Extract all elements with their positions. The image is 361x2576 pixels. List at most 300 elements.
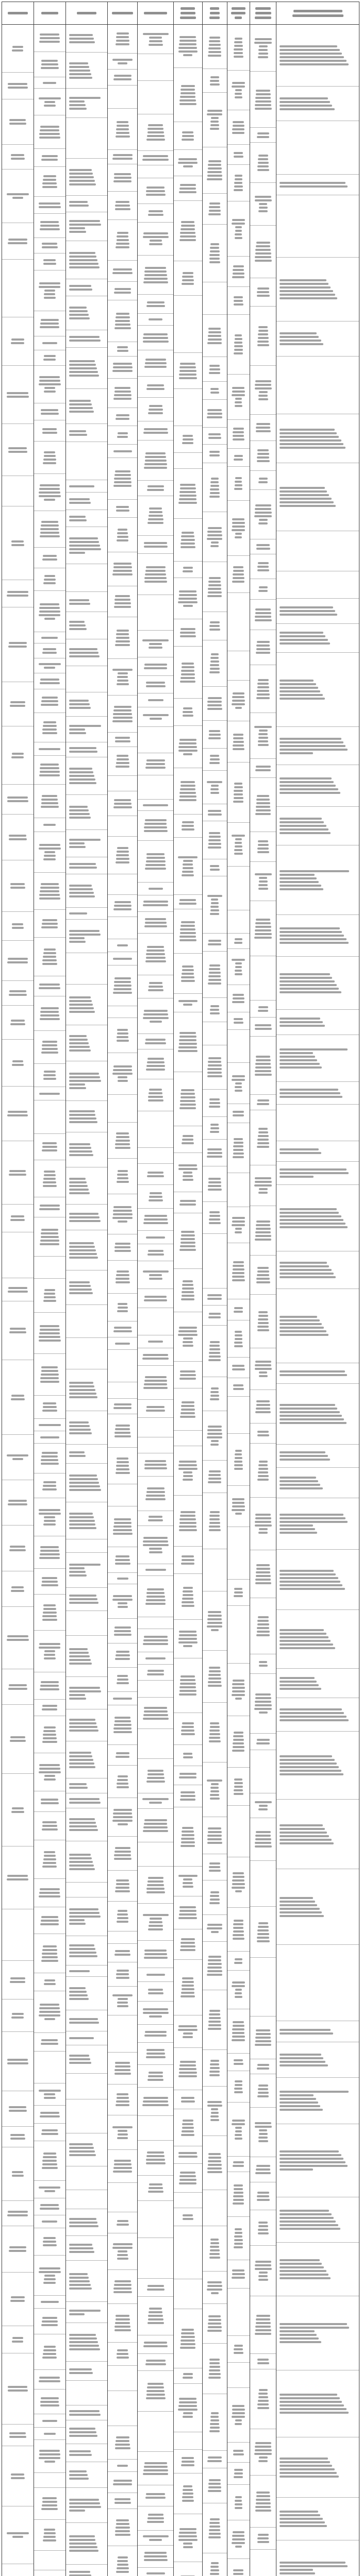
placeholder-bar (69, 1818, 95, 1820)
placeholder-bar (181, 1992, 194, 1994)
placeholder-bar (145, 1498, 166, 1500)
placeholder-bar (280, 1908, 320, 1910)
placeholder-bar (180, 1799, 195, 1801)
placeholder-bar (208, 160, 221, 162)
table-cell (174, 1867, 202, 1896)
placeholder-bar (209, 1667, 220, 1669)
placeholder-bar (178, 2535, 197, 2537)
placeholder-bar (148, 1928, 163, 1930)
table-cell (66, 1101, 108, 1132)
placeholder-bar (235, 1698, 242, 1700)
placeholder-bar (181, 2097, 194, 2099)
placeholder-bar (113, 485, 132, 487)
placeholder-bar (146, 2397, 166, 2399)
table-cell (2, 317, 34, 366)
placeholder-bar (183, 753, 192, 755)
placeholder-bar (280, 2158, 343, 2160)
placeholder-bar (117, 2258, 128, 2260)
table-cell (34, 2083, 65, 2106)
placeholder-bar (8, 958, 28, 960)
placeholder-bar (258, 1311, 268, 1313)
placeholder-bar (116, 1654, 130, 1656)
placeholder-bar (255, 1517, 271, 1519)
placeholder-bar (255, 929, 271, 931)
placeholder-bar (41, 2508, 58, 2510)
placeholder-bar (257, 291, 269, 293)
placeholder-bar (178, 1917, 197, 1919)
placeholder-bar (280, 443, 343, 445)
placeholder-bar (208, 2164, 222, 2166)
placeholder-bar (280, 2274, 329, 2276)
placeholder-bar (233, 273, 244, 275)
placeholder-bar (182, 1291, 194, 1293)
table-cell (108, 408, 137, 426)
placeholder-bar (258, 1315, 268, 1317)
placeholder-bar (117, 1679, 128, 1681)
table-cell (34, 1631, 65, 1672)
placeholder-bar (209, 1870, 221, 1872)
placeholder-bar (233, 435, 244, 437)
placeholder-bar (183, 1004, 192, 1006)
placeholder-bar (69, 2284, 91, 2286)
placeholder-bar (114, 1327, 132, 1329)
placeholder-bar (44, 2018, 55, 2020)
placeholder-bar (234, 1732, 243, 1734)
table-cell (276, 1384, 359, 1445)
placeholder-bar (143, 1914, 169, 1916)
placeholder-bar (181, 2332, 194, 2334)
placeholder-bar (208, 1674, 221, 1676)
placeholder-bar (255, 2449, 272, 2451)
placeholder-bar (146, 1596, 165, 1598)
placeholder-bar (208, 1064, 222, 1066)
placeholder-bar (181, 1938, 195, 1940)
placeholder-bar (42, 963, 57, 965)
placeholder-bar (255, 7, 271, 10)
placeholder-bar (209, 1529, 221, 1531)
placeholder-bar (257, 2537, 269, 2539)
table-cell (34, 1595, 65, 1631)
placeholder-bar (210, 2427, 220, 2429)
placeholder-bar (39, 1093, 60, 1095)
table-cell (2, 1006, 34, 1040)
placeholder-bar (181, 1838, 194, 1840)
placeholder-bar (113, 1529, 132, 1531)
placeholder-bar (255, 512, 272, 514)
placeholder-bar (209, 1733, 220, 1735)
placeholder-bar (208, 843, 221, 845)
table-cell (108, 733, 137, 747)
placeholder-bar (69, 1421, 89, 1423)
table-cell (108, 518, 137, 552)
table-cell (108, 1584, 137, 1619)
table-cell (250, 1598, 276, 1654)
placeholder-bar (235, 2228, 242, 2230)
table-cell (138, 2485, 173, 2506)
placeholder-bar (69, 1249, 96, 1251)
placeholder-bar (209, 832, 220, 834)
placeholder-bar (147, 1175, 164, 1177)
placeholder-bar (179, 1776, 196, 1778)
placeholder-bar (180, 1412, 195, 1414)
placeholder-bar (8, 87, 28, 89)
placeholder-bar (118, 1910, 127, 1912)
placeholder-bar (210, 2518, 220, 2520)
placeholder-bar (280, 1521, 348, 1523)
placeholder-bar (116, 2315, 129, 2317)
placeholder-bar (113, 2167, 132, 2169)
placeholder-bar (232, 581, 244, 583)
placeholder-bar (7, 595, 28, 597)
placeholder-bar (114, 288, 131, 290)
placeholder-bar (69, 1076, 100, 1078)
placeholder-bar (255, 1701, 271, 1703)
placeholder-bar (183, 1756, 193, 1758)
placeholder-bar (114, 1717, 130, 1719)
placeholder-bar (280, 2341, 321, 2343)
placeholder-bar (179, 2068, 196, 2070)
table-cell (276, 258, 359, 321)
placeholder-bar (112, 2247, 133, 2249)
placeholder-bar (12, 923, 23, 925)
placeholder-bar (210, 1891, 219, 1893)
placeholder-bar (69, 231, 86, 233)
placeholder-bar (149, 405, 162, 407)
placeholder-bar (146, 2155, 165, 2157)
placeholder-bar (280, 1636, 329, 1638)
placeholder-bar (179, 491, 196, 493)
placeholder-bar (69, 747, 96, 749)
placeholder-bar (69, 317, 90, 319)
placeholder-bar (69, 1783, 87, 1785)
table-cell (276, 2042, 359, 2078)
placeholder-bar (180, 932, 196, 934)
placeholder-bar (146, 857, 165, 859)
placeholder-bar (208, 588, 221, 590)
table-cell (203, 1090, 227, 1117)
placeholder-bar (8, 1287, 27, 1289)
placeholder-bar (149, 210, 163, 212)
placeholder-bar (210, 2416, 219, 2418)
placeholder-bar (69, 1451, 85, 1453)
table-cell (138, 1759, 173, 1793)
placeholder-bar (69, 552, 85, 554)
placeholder-bar (69, 1923, 86, 1925)
table-cell (250, 307, 276, 366)
placeholder-bar (180, 677, 195, 679)
placeholder-bar (147, 2322, 164, 2324)
placeholder-bar (9, 642, 27, 644)
table-cell (108, 696, 137, 733)
placeholder-bar (234, 1793, 243, 1795)
placeholder-bar (280, 1148, 319, 1150)
placeholder-bar (233, 1268, 244, 1270)
placeholder-bar (232, 391, 245, 393)
placeholder-bar (117, 2567, 129, 2569)
placeholder-bar (143, 804, 168, 806)
table-cell (174, 1496, 202, 1547)
table-cell (138, 114, 173, 151)
placeholder-bar (10, 2300, 25, 2302)
placeholder-bar (69, 516, 86, 518)
placeholder-bar (69, 1289, 92, 1291)
placeholder-bar (44, 2093, 55, 2095)
placeholder-bar (280, 332, 317, 334)
placeholder-bar (39, 133, 60, 135)
placeholder-bar (11, 756, 24, 758)
placeholder-bar (280, 286, 331, 289)
placeholder-bar (44, 297, 56, 299)
placeholder-bar (147, 2521, 164, 2523)
placeholder-bar (257, 2192, 269, 2194)
placeholder-bar (255, 16, 271, 19)
table-cell (108, 1745, 137, 1766)
table-cell (227, 375, 250, 420)
placeholder-bar (233, 2021, 244, 2023)
placeholder-bar (255, 1801, 272, 1803)
placeholder-bar (178, 1050, 198, 1052)
placeholder-bar (117, 2005, 128, 2007)
placeholder-bar (258, 1475, 269, 1477)
data-table (2, 2, 359, 2576)
table-cell (2, 815, 34, 860)
placeholder-bar (43, 1604, 56, 1606)
placeholder-bar (39, 2014, 60, 2016)
placeholder-bar (39, 2090, 61, 2092)
placeholder-bar (232, 2416, 245, 2418)
placeholder-bar (179, 903, 196, 905)
placeholder-bar (44, 1520, 56, 1522)
placeholder-bar (146, 957, 166, 959)
placeholder-bar (255, 1579, 271, 1581)
placeholder-bar (178, 598, 197, 600)
placeholder-bar (208, 584, 221, 586)
placeholder-bar (42, 1581, 58, 1583)
placeholder-bar (233, 2202, 244, 2205)
header-cell (66, 2, 108, 25)
placeholder-bar (280, 1370, 345, 1372)
placeholder-bar (69, 1567, 85, 1569)
placeholder-bar (258, 590, 268, 592)
placeholder-bar (69, 771, 93, 773)
placeholder-bar (69, 548, 101, 550)
table-cell (34, 442, 65, 474)
placeholder-bar (179, 239, 196, 241)
placeholder-bar (69, 100, 85, 103)
placeholder-bar (43, 1734, 56, 1736)
placeholder-bar (113, 908, 132, 910)
placeholder-bar (235, 2496, 242, 2498)
placeholder-bar (233, 2569, 243, 2571)
placeholder-bar (210, 1511, 220, 1513)
placeholder-bar (254, 515, 272, 517)
placeholder-bar (183, 2214, 193, 2216)
placeholder-bar (180, 7, 195, 10)
table-cell (174, 2109, 202, 2146)
placeholder-bar (235, 338, 242, 340)
placeholder-bar (44, 1983, 56, 1985)
placeholder-bar (207, 1298, 222, 1300)
placeholder-bar (208, 591, 222, 594)
placeholder-bar (118, 1221, 127, 1223)
placeholder-bar (179, 1522, 196, 1524)
placeholder-bar (280, 1172, 349, 1174)
placeholder-bar (146, 1599, 166, 1601)
placeholder-bar (114, 1403, 132, 1405)
placeholder-bar (232, 1276, 244, 1278)
placeholder-bar (211, 1387, 219, 1389)
placeholder-bar (234, 2472, 243, 2475)
table-cell (108, 2426, 137, 2460)
placeholder-bar (210, 485, 219, 487)
placeholder-bar (41, 524, 59, 527)
table-cell (203, 2050, 227, 2087)
placeholder-bar (235, 533, 242, 535)
placeholder-bar (7, 800, 28, 802)
placeholder-bar (69, 1655, 90, 1657)
placeholder-bar (9, 119, 26, 121)
table-cell (34, 1134, 65, 1160)
table-cell (138, 1968, 173, 1982)
placeholder-bar (211, 2412, 219, 2414)
placeholder-bar (39, 614, 60, 616)
table-cell (174, 815, 202, 838)
placeholder-bar (142, 1798, 169, 1800)
placeholder-bar (117, 1921, 128, 1923)
placeholder-bar (257, 2095, 269, 2097)
placeholder-bar (255, 1070, 271, 1072)
placeholder-bar (69, 1000, 92, 1002)
placeholder-bar (69, 2337, 97, 2340)
placeholder-bar (44, 1775, 55, 1777)
placeholder-bar (256, 1575, 271, 1577)
placeholder-bar (209, 2362, 220, 2364)
placeholder-bar (44, 2461, 55, 2463)
placeholder-bar (257, 1431, 269, 1433)
placeholder-bar (148, 699, 163, 701)
placeholder-bar (39, 984, 60, 986)
placeholder-bar (232, 2538, 245, 2540)
table-cell (250, 2157, 276, 2182)
placeholder-bar (69, 1393, 96, 1395)
placeholder-bar (280, 1588, 345, 1590)
placeholder-bar (257, 1329, 269, 1331)
placeholder-bar (182, 2457, 194, 2459)
placeholder-bar (256, 1564, 270, 1566)
table-cell (66, 1464, 108, 1502)
placeholder-bar (44, 2190, 55, 2192)
placeholder-bar (280, 2408, 347, 2410)
table-cell (227, 2520, 250, 2559)
placeholder-bar (235, 2423, 242, 2425)
table-cell (227, 721, 250, 762)
placeholder-bar (150, 1192, 162, 1194)
placeholder-bar (69, 2341, 98, 2343)
placeholder-bar (182, 131, 193, 133)
placeholder-bar (259, 1461, 268, 1463)
table-cell (66, 118, 108, 159)
placeholder-bar (280, 2109, 323, 2111)
table-cell (2, 2446, 34, 2506)
placeholder-bar (235, 536, 242, 538)
placeholder-bar (43, 1608, 56, 1610)
placeholder-bar (256, 1056, 270, 1058)
placeholder-bar (148, 1341, 163, 1343)
placeholder-bar (280, 1532, 317, 1534)
placeholder-bar (114, 901, 131, 903)
placeholder-bar (69, 77, 92, 79)
table-cell (138, 295, 173, 314)
placeholder-bar (42, 186, 57, 188)
placeholder-bar (117, 1036, 128, 1038)
placeholder-bar (147, 1058, 164, 1060)
placeholder-bar (146, 2049, 165, 2051)
table-cell (108, 379, 137, 408)
table-cell (108, 70, 137, 86)
table-cell (174, 1620, 202, 1658)
placeholder-bar (118, 2130, 127, 2132)
placeholder-bar (183, 1753, 192, 1755)
table-cell (66, 1841, 108, 1883)
placeholder-bar (183, 863, 193, 866)
placeholder-bar (112, 669, 133, 671)
table-cell (203, 998, 227, 1022)
placeholder-bar (180, 1096, 195, 1098)
table-cell (227, 1716, 250, 1768)
placeholder-bar (280, 1215, 341, 1217)
placeholder-bar (182, 828, 194, 831)
placeholder-bar (234, 1311, 243, 1313)
placeholder-bar (180, 228, 195, 230)
placeholder-bar (233, 2573, 243, 2575)
table-cell (276, 1162, 359, 1185)
placeholder-bar (280, 825, 326, 827)
placeholder-bar (40, 887, 59, 889)
table-cell (108, 1798, 137, 1837)
placeholder-bar (235, 838, 242, 840)
placeholder-bar (42, 652, 57, 654)
placeholder-bar (116, 1136, 129, 1138)
placeholder-bar (43, 956, 56, 958)
table-cell (66, 89, 108, 118)
placeholder-bar (145, 1603, 166, 1605)
placeholder-bar (280, 2334, 317, 2336)
placeholder-bar (40, 764, 59, 766)
placeholder-bar (179, 739, 196, 741)
placeholder-bar (7, 392, 28, 394)
placeholder-bar (180, 1791, 195, 1793)
placeholder-bar (208, 1057, 221, 1059)
table-cell (66, 1502, 108, 1539)
placeholder-bar (280, 101, 330, 103)
table-cell (138, 421, 173, 440)
placeholder-bar (180, 1242, 195, 1244)
placeholder-bar (255, 612, 271, 614)
placeholder-bar (210, 492, 220, 494)
table-cell (34, 2181, 65, 2198)
placeholder-bar (233, 741, 244, 743)
placeholder-bar (210, 1124, 219, 1126)
placeholder-bar (182, 965, 193, 968)
placeholder-bar (232, 1221, 245, 1223)
placeholder-bar (43, 459, 56, 461)
placeholder-bar (280, 680, 314, 682)
placeholder-bar (280, 2064, 328, 2066)
placeholder-bar (179, 495, 196, 497)
placeholder-bar (42, 1741, 57, 1743)
table-cell (203, 1915, 227, 1942)
placeholder-bar (146, 2053, 165, 2055)
